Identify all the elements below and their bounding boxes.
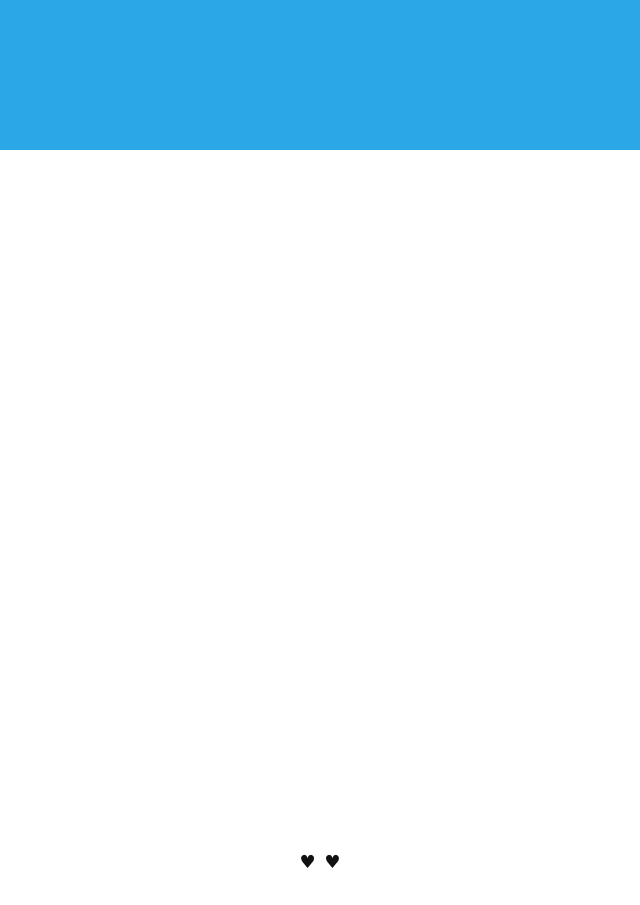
scallop-border-bottom (0, 885, 640, 905)
heart-icon: ♥ (299, 852, 316, 873)
heart-icon: ♥ (324, 852, 341, 873)
header-banner (0, 0, 640, 150)
footer-brand (0, 842, 640, 883)
scallop-border-top (0, 140, 640, 164)
